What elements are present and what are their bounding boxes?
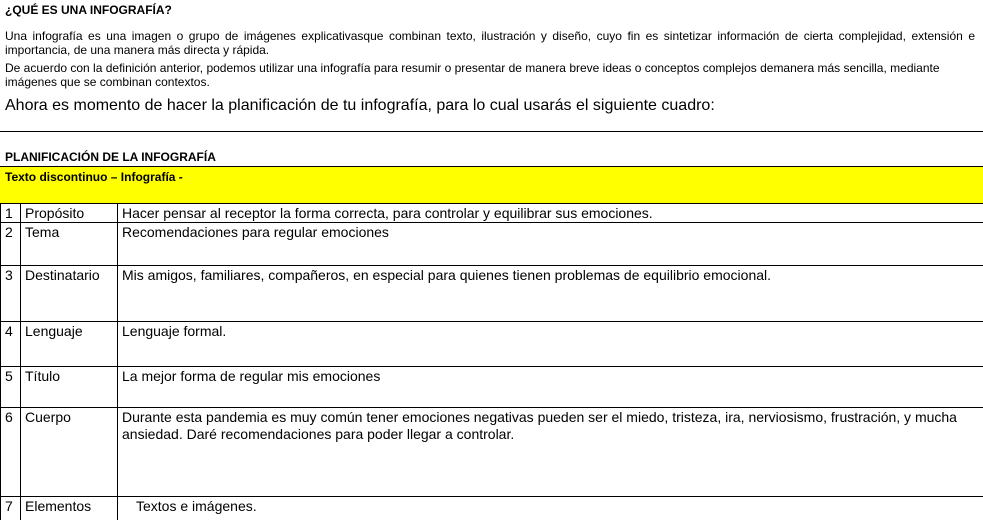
row-label: Tema (21, 223, 118, 266)
text-type-label: Texto discontinuo – Infografía - (5, 170, 183, 184)
row-number: 6 (1, 408, 21, 497)
row-number: 1 (1, 204, 21, 223)
row-number: 5 (1, 367, 21, 408)
text-type-band (0, 166, 983, 203)
row-number: 2 (1, 223, 21, 266)
table-row (1, 367, 983, 408)
instruction-text: Ahora es momento de hacer la planificación de tu infografía, para lo cual usarás el siguiente cuadro: (5, 97, 715, 114)
table-row (1, 204, 983, 223)
row-label: Título (21, 367, 118, 408)
row-label: Destinatario (21, 266, 118, 322)
row-label: Propósito (21, 204, 118, 223)
definition-paragraph: Una infografía es una imagen o grupo de imágenes explicativasque combinan texto, ilustración y diseño, cuyo fin es sintetizar información de cierta complejidad, extensión e importancia, de una manera más directa y rápida. (5, 29, 975, 57)
table-row (1, 266, 983, 322)
planning-table (0, 203, 983, 520)
row-value[interactable]: La mejor forma de regular mis emociones (118, 367, 983, 408)
row-number: 4 (1, 322, 21, 367)
table-row (1, 223, 983, 266)
row-value[interactable]: Recomendaciones para regular emociones (118, 223, 983, 266)
row-number: 3 (1, 266, 21, 322)
row-label: Elementos (21, 497, 118, 520)
row-number: 7 (1, 497, 21, 520)
section-divider (0, 131, 983, 132)
table-row (1, 497, 983, 520)
row-value[interactable]: Lenguaje formal. (118, 322, 983, 367)
row-label: Lenguaje (21, 322, 118, 367)
row-value[interactable]: Durante esta pandemia es muy común tener emociones negativas pueden ser el miedo, tristeza, ira, nerviosismo, frustración, y mucha ansiedad. Daré recomendaciones para poder llegar a controlar. (118, 408, 983, 497)
row-value[interactable]: Hacer pensar al receptor la forma correcta, para controlar y equilibrar sus emociones. (118, 204, 983, 223)
planning-heading: PLANIFICACIÓN DE LA INFOGRAFÍA (5, 150, 216, 164)
row-value[interactable]: Mis amigos, familiares, compañeros, en especial para quienes tienen problemas de equilibrio emocional. (118, 266, 983, 322)
section-heading-que-es: ¿QUÉ ES UNA INFOGRAFÍA? (5, 3, 172, 17)
table-row (1, 322, 983, 367)
row-value[interactable]: Textos e imágenes. (118, 497, 983, 520)
table-row (1, 408, 983, 497)
usage-paragraph: De acuerdo con la definición anterior, podemos utilizar una infografía para resumir o presentar de manera breve ideas o conceptos complejos demanera más sencilla, mediante imágenes que se combinan contextos. (5, 61, 940, 89)
row-label: Cuerpo (21, 408, 118, 497)
